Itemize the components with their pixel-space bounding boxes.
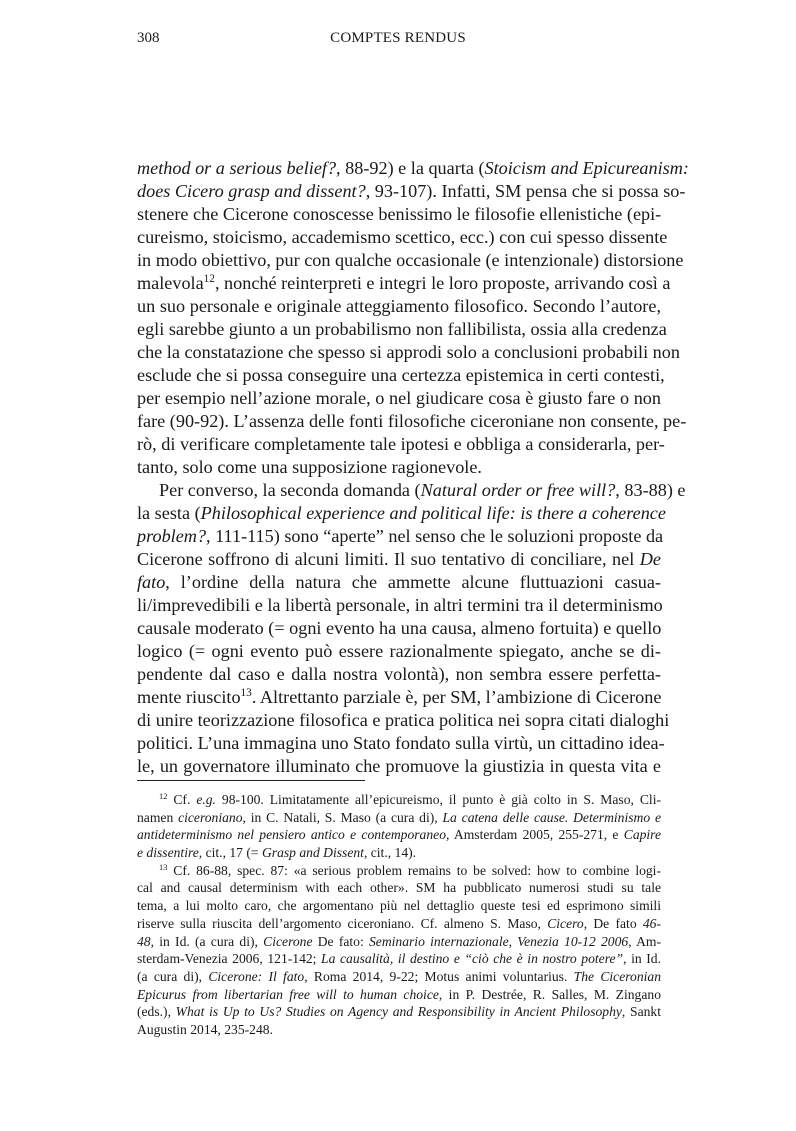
body-line <box>137 180 686 203</box>
text-run: Per converso, la seconda domanda ( <box>159 480 421 500</box>
text-run: , nonché reinterpreti e integri le loro proposte, arrivando così a <box>214 273 671 293</box>
text-run: (eds.), <box>137 1004 176 1020</box>
text-run: riserve sulla riuscita dell’argomento ciceroniano. Cf. almeno S. Maso, <box>137 915 548 931</box>
text-run: causale moderato (= ogni evento ha una causa, almeno fortuita) e quello <box>137 618 662 638</box>
italic-text: 46- <box>642 915 661 931</box>
body-line <box>137 272 671 295</box>
italic-text: De <box>639 549 661 569</box>
body-line <box>137 548 661 571</box>
italic-text: 48 <box>137 933 151 949</box>
text-run: per esempio nell’azione morale, o nel giudicare cosa è giusto fare o non <box>137 388 661 408</box>
body-line <box>137 456 661 479</box>
body-line <box>137 249 684 272</box>
italic-text: Natural order or free will? <box>420 480 616 500</box>
italic-text: The Ciceronian <box>573 968 661 984</box>
body-line <box>137 594 661 617</box>
footnote-line <box>137 879 661 897</box>
text-run: namen <box>137 809 179 825</box>
text-run: di unire teorizzazione filosofica e pratica politica nei sopra citati dialoghi <box>137 710 670 730</box>
italic-text: method or a serious belief? <box>137 158 337 178</box>
body-line <box>137 709 670 732</box>
text-run: malevola <box>137 273 204 293</box>
text-run: , in C. Natali, S. Maso (a cura di), <box>242 809 443 825</box>
text-run: politici. L’una immagina uno Stato fondato sulla virtù, un cittadino idea- <box>137 733 665 753</box>
body-line <box>137 640 661 663</box>
body-line <box>137 364 665 387</box>
italic-text: Capire <box>623 827 662 843</box>
text-run: egli sarebbe giunto a un probabilismo non fallibilista, ossia alla credenza <box>137 319 667 339</box>
body-text <box>137 157 689 778</box>
text-run: , cit., 17 (= <box>198 845 262 861</box>
text-run: la sesta ( <box>137 503 201 523</box>
body-line <box>137 226 668 249</box>
body-line <box>137 755 661 778</box>
italic-text: Philosophical experience and political life: is there a coherence <box>200 503 666 523</box>
text-run: Cicerone soffrono di alcuni limiti. Il suo tentativo di conciliare, nel <box>137 549 640 569</box>
text-run: cal and causal determinism with each other». SM ha pubblicato numerosi studi su tale <box>137 880 661 896</box>
italic-text: Grasp and Dissent <box>261 845 364 861</box>
footnote-line <box>137 986 661 1004</box>
italic-text: antideterminismo nel pensiero antico e contemporaneo <box>137 827 446 843</box>
body-line <box>137 502 666 525</box>
body-line <box>137 571 661 594</box>
text-run: Cf. <box>167 792 197 807</box>
italic-text: La causalità, il destino e “ciò che è in nostro potere” <box>321 951 624 967</box>
text-run: mente riuscito <box>137 687 241 707</box>
body-line <box>137 617 661 640</box>
body-line <box>137 479 686 502</box>
body-line <box>137 157 689 180</box>
body-line <box>137 433 665 456</box>
body-line <box>137 318 667 341</box>
footnote-reference: 13 <box>159 861 168 872</box>
body-line <box>137 341 680 364</box>
text-run: , l’ordine della natura che ammette alcune fluttuazioni casua- <box>165 572 661 592</box>
text-run: che la constatazione che spesso si approdi solo a conclusioni probabili non <box>137 342 680 362</box>
body-line <box>137 295 661 318</box>
italic-text: does Cicero grasp and dissent? <box>137 181 366 201</box>
italic-text: e.g. <box>196 792 216 807</box>
italic-text: Seminario internazionale, Venezia 10-12 2006 <box>368 933 629 949</box>
text-run: , cit., 14). <box>363 845 417 861</box>
text-run: Cf. 86-88, spec. 87: «a serious problem remains to be solved: how to combine logi- <box>167 862 661 878</box>
text-run: Augustin 2014, 235-248. <box>137 1021 273 1037</box>
text-run: , Amsterdam 2005, 255-271, e <box>446 827 624 843</box>
text-run: , De fato <box>583 915 643 931</box>
text-run: stenere che Cicerone conoscesse benissimo le filosofie ellenistiche (epi- <box>137 204 662 224</box>
footnote-line <box>137 791 661 809</box>
italic-text: La catena delle cause. Determinismo e <box>442 809 661 825</box>
italic-text: What is Up to Us? Studies on Agency and Responsibility in Ancient Philosophy <box>175 1004 622 1020</box>
text-run: , Sankt <box>621 1004 661 1020</box>
footnote-reference: 12 <box>159 790 168 801</box>
footnote-separator <box>137 780 365 781</box>
text-run: , in Id. (a cura di), <box>150 933 264 949</box>
footnote-line <box>137 915 661 933</box>
body-line <box>137 525 664 548</box>
italic-text: Epicurus from libertarian free will to human choice <box>137 986 439 1002</box>
text-run: rò, di verificare completamente tale ipotesi e obbliga a considerarla, per- <box>137 434 665 454</box>
body-line <box>137 387 661 410</box>
body-line <box>137 410 687 433</box>
footnote-line <box>137 897 661 915</box>
body-line <box>137 203 661 226</box>
text-run: esclude che si possa conseguire una certezza epistemica in certi contesti, <box>137 365 665 385</box>
body-line <box>137 663 661 686</box>
italic-text: Cicero <box>547 915 584 931</box>
footnote-reference: 13 <box>240 687 252 700</box>
text-run: 98-100. Limitatamente all’epicureismo, il punto è già colto in S. Maso, Cli- <box>215 792 662 807</box>
text-run: (a cura di), <box>137 968 209 984</box>
footnote-line <box>137 933 661 951</box>
body-line <box>137 732 665 755</box>
text-run: in modo obiettivo, pur con qualche occasionale (e intenzionale) distorsione <box>137 250 684 270</box>
running-head: COMPTES RENDUS <box>330 30 466 46</box>
text-run: , 88-92) e la quarta ( <box>336 158 485 178</box>
text-run: , 83-88) e <box>615 480 686 500</box>
text-run: tanto, solo come una supposizione ragionevole. <box>137 457 482 477</box>
footnote-line <box>137 1003 661 1021</box>
text-run: fare (90-92). L’assenza delle fonti filosofiche ciceroniane non consente, pe- <box>137 411 687 431</box>
text-run: , 111-115) sono “aperte” nel senso che le soluzioni proposte da <box>206 526 664 546</box>
italic-text: Cicerone: Il fato <box>208 968 305 984</box>
text-run: , Roma 2014, 9-22; Motus animi voluntarius. <box>304 968 574 984</box>
italic-text: problem? <box>137 526 207 546</box>
text-run: . Altrettanto parziale è, per SM, l’ambizione di Cicerone <box>251 687 662 707</box>
text-run: cureismo, stoicismo, accademismo scettico, ecc.) con cui spesso dissente <box>137 227 668 247</box>
italic-text: ciceroniano <box>178 809 243 825</box>
italic-text: e dissentire <box>137 845 199 861</box>
text-run: De fato: <box>312 933 369 949</box>
footnote-line <box>137 1021 661 1039</box>
italic-text: Stoicism and Epicureanism: <box>484 158 689 178</box>
footnotes <box>137 791 661 1039</box>
text-run: , Am- <box>628 933 661 949</box>
footnote-line <box>137 862 661 880</box>
text-run: , in Id. <box>623 951 661 967</box>
text-run: logico (= ogni evento può essere razionalmente spiegato, anche se di- <box>137 641 661 661</box>
text-run: , 93-107). Infatti, SM pensa che si possa so- <box>365 181 686 201</box>
footnote-line <box>137 826 661 844</box>
body-line <box>137 686 661 709</box>
text-run: , in P. Destrée, R. Salles, M. Zingano <box>438 986 661 1002</box>
footnote-line <box>137 950 661 968</box>
italic-text: Cicerone <box>263 933 313 949</box>
page-number: 308 <box>137 30 160 46</box>
text-run: un suo personale e originale atteggiamento filosofico. Secondo l’autore, <box>137 296 661 316</box>
text-run: sterdam-Venezia 2006, 121-142; <box>137 951 322 967</box>
text-run: tema, a lui molto caro, che argomentano più nel dettaglio queste tesi ed esprimono simili <box>137 898 661 914</box>
footnote-reference: 12 <box>203 273 215 286</box>
text-run: li/imprevedibili e la libertà personale, in altri termini tra il determinismo <box>137 595 663 615</box>
footnote-line <box>137 968 661 986</box>
italic-text: fato <box>137 572 166 592</box>
text-run: le, un governatore illuminato che promuove la giustizia in questa vita e <box>137 756 661 776</box>
text-run: pendente dal caso e dalla nostra volontà), non sembra essere perfetta- <box>137 664 661 684</box>
footnote-line <box>137 844 661 862</box>
footnote-line <box>137 809 661 827</box>
